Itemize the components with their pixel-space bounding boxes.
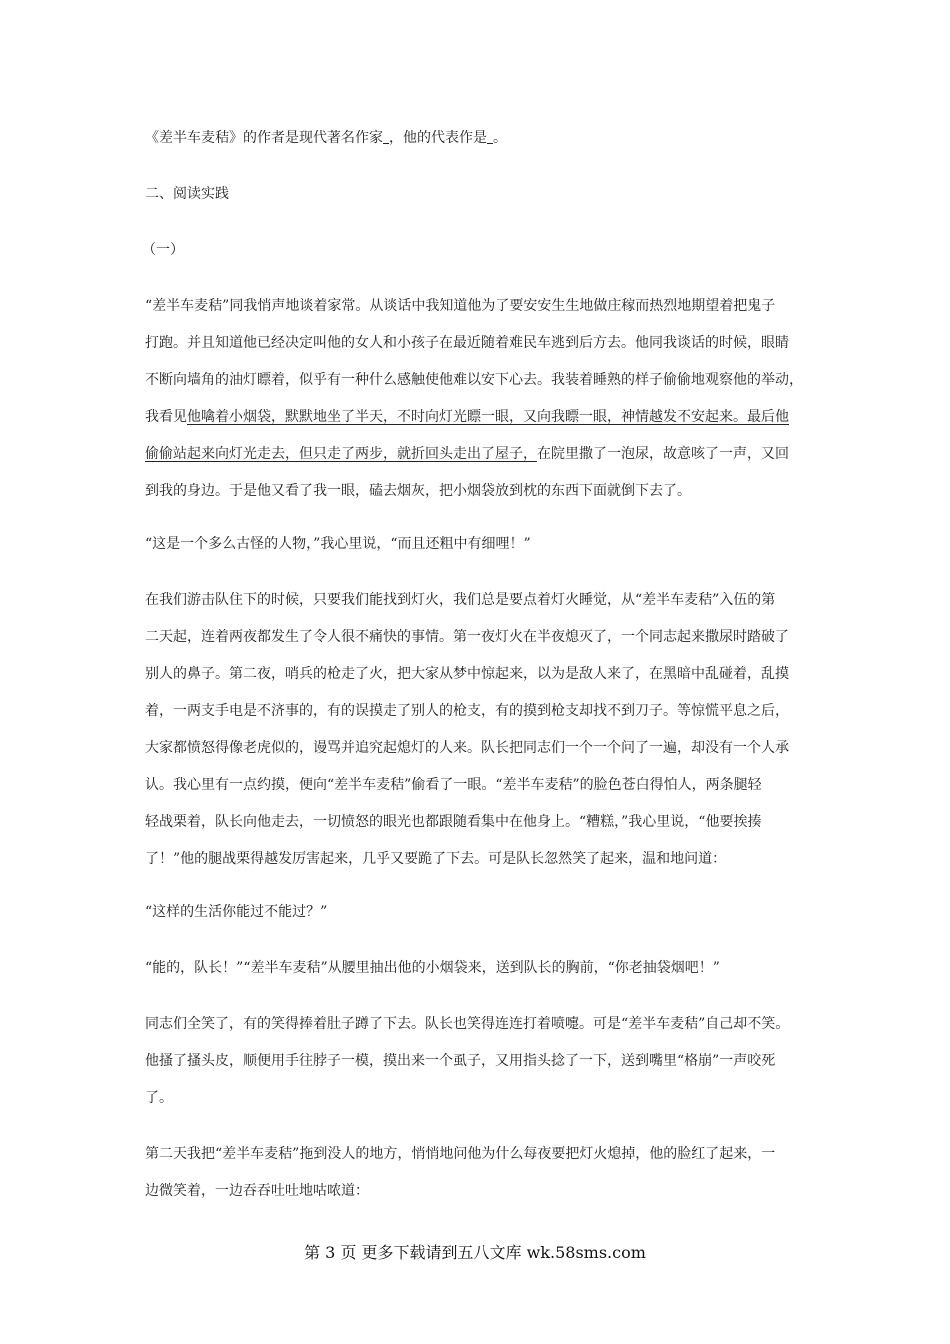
paragraph-line: 着，一两支手电是不济事的，有的误摸走了别人的枪支，有的摸到枪支却找不到刀子。等惊慌平息之后， [145, 703, 789, 719]
paragraph-3 [145, 582, 813, 878]
paragraph-line: 了！”他的腿战栗得越发厉害起来，几乎又要跪了下去。可是队长忽然笑了起来，温和地问道： [145, 851, 727, 867]
paragraph-4: “这样的生活你能过不能过？” [145, 904, 328, 920]
paragraph-line: “差半车麦秸”同我悄声地谈着家常。从谈话中我知道他为了要安安生生地做庄稼而热烈地期望着把鬼子 [145, 298, 776, 314]
paragraph-line: 同志们全笑了，有的笑得捧着肚子蹲了下去。队长也笑得连连打着喷嚏。可是“差半车麦秸”自己却不笑。 [145, 1016, 790, 1032]
paragraph-line: 打跑。并且知道他已经决定叫他的女人和小孩子在最近随着难民车逃到后方去。他同我谈话的时候，眼睛 [145, 335, 789, 351]
paragraph-line: 到我的身边。于是他又看了我一眼，磕去烟灰，把小烟袋放到枕的东西下面就倒下去了。 [145, 483, 691, 499]
paragraph-line: 他搔了搔头皮，顺便用手往脖子一模，摸出来一个虱子，又用指头捻了一下，送到嘴里“格崩”一声咬死 [145, 1053, 776, 1069]
paragraph-line: 大家都愤怒得像老虎似的，谩骂并追究起熄灯的人来。队长把同志们一个一个问了一遍，却没有一个人承 [145, 740, 789, 756]
paragraph-line [145, 399, 813, 436]
paragraph-1 [145, 288, 813, 510]
fill-in-part1: 《差半车麦秸》的作者是现代著名作家 [145, 130, 383, 146]
fill-in-part2: ，他的代表作是 [389, 130, 487, 146]
sub-title: （一） [142, 242, 184, 258]
page-footer: 第 3 页 更多下载请到五八文库 wk.58sms.com [304, 1243, 646, 1262]
paragraph-line: 别人的鼻子。第二夜，哨兵的枪走了火，把大家从梦中惊起来，以为是敌人来了，在黑暗中乱碰着，乱摸 [145, 666, 789, 682]
underlined-passage: 他噙着小烟袋，默默地坐了半天，不时向灯光瞟一眼，又向我瞟一眼，神情越发不安起来。最后他 [187, 409, 789, 425]
line-segment: 我看见 [145, 409, 187, 425]
paragraph-line: 第二天我把“差半车麦秸”拖到没人的地方，悄悄地问他为什么每夜要把灯火熄掉，他的脸红了起来，一 [145, 1146, 776, 1162]
paragraph-6 [145, 1006, 813, 1117]
paragraph-line: 认。我心里有一点约摸，便向“差半车麦秸”偷看了一眼。“差半车麦秸”的脸色苍白得怕人，两条腿轻 [145, 777, 762, 793]
paragraph-2: “这是一个多么古怪的人物，”我心里说，“而且还粗中有细哩！” [145, 536, 531, 552]
underlined-passage: 偷偷站起来向灯光走去，但只走了两步，就折回头走出了屋子， [145, 446, 537, 462]
paragraph-7 [145, 1136, 813, 1210]
paragraph-line: 轻战栗着，队长向他走去，一切愤怒的眼光也都跟随看集中在他身上。“糟糕，”我心里说，“他要挨揍 [145, 814, 762, 830]
fill-in-question [145, 120, 813, 157]
paragraph-line: 了。 [145, 1090, 173, 1106]
section-title: 二、阅读实践 [145, 186, 229, 202]
paragraph-line [145, 436, 813, 473]
paragraph-line: 边微笑着，一边吞吞吐吐地咕哝道： [145, 1183, 369, 1199]
paragraph-line: 不断向墙角的油灯瞟着，似乎有一种什么感触使他难以安下心去。我装着睡熟的样子偷偷地观察他的举动， [145, 372, 803, 388]
paragraph-5: “能的，队长！”“差半车麦秸”从腰里抽出他的小烟袋来，送到队长的胸前，“你老抽袋烟吧！” [145, 960, 720, 976]
paragraph-line: 二天起，连着两夜都发生了令人很不痛快的事情。第一夜灯火在半夜熄灭了，一个同志起来撒尿时踏破了 [145, 629, 789, 645]
paragraph-line: 在我们游击队住下的时候，只要我们能找到灯火，我们总是要点着灯火睡觉，从“差半车麦秸”入伍的第 [145, 592, 776, 608]
line-segment: 在院里撒了一泡尿，故意咳了一声，又回 [537, 446, 789, 462]
fill-in-part3: 。 [493, 130, 507, 146]
